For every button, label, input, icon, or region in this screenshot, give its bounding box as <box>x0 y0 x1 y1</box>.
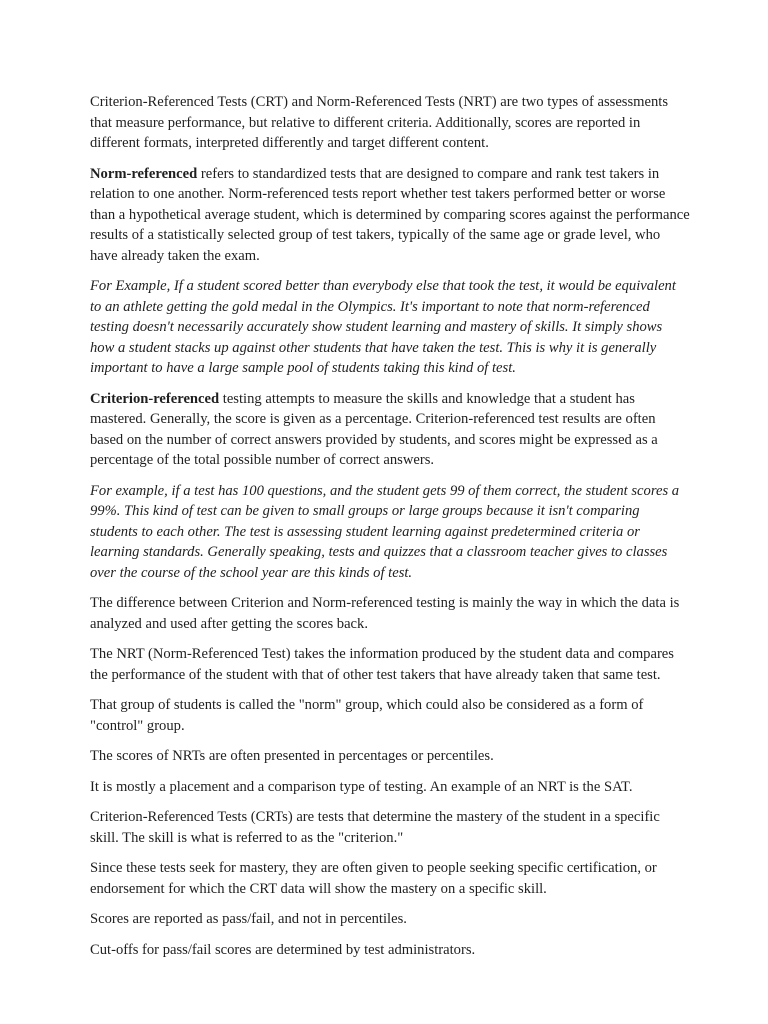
criterion-referenced-paragraph <box>90 389 690 471</box>
crt-scores-paragraph: Scores are reported as pass/fail, and not in percentiles. <box>90 911 407 927</box>
intro-paragraph: Criterion-Referenced Tests (CRT) and Norm-Referenced Tests (NRT) are two types of assessments that measure performance, but relative to different criteria. Additionally, scores are reported in different formats, interpreted differently and target different content. <box>90 94 669 151</box>
norm-referenced-term: Norm-referenced <box>90 165 198 182</box>
difference-paragraph: The difference between Criterion and Norm-referenced testing is mainly the way in which the data is analyzed and used after getting the scores back. <box>90 595 680 632</box>
document-body <box>90 92 690 970</box>
crt-cutoffs-paragraph: Cut-offs for pass/fail scores are determined by test administrators. <box>90 941 476 958</box>
nrt-description-paragraph: The NRT (Norm-Referenced Test) takes the information produced by the student data and compares the performance of the student with that of other test takers that have already taken that same test. <box>90 646 674 683</box>
crt-description-paragraph: Criterion-Referenced Tests (CRTs) are tests that determine the mastery of the student in a specific skill. The skill is what is referred to as the "criterion." <box>90 809 660 846</box>
norm-group-paragraph: That group of students is called the "norm" group, which could also be considered as a form of "control" group. <box>90 697 644 734</box>
norm-referenced-definition: refers to standardized tests that are designed to compare and rank test takers in relation to one another. Norm-referenced tests report whether test takers performed better or worse than a hypothetical average student, which is determined by comparing scores against the performance results of a statistically selected group of test takers, typically of the same age or grade level, who have already taken the exam. <box>90 165 690 264</box>
criterion-referenced-definition: testing attempts to measure the skills and knowledge that a student has mastered. Generally, the score is given as a percentage. Criterion-referenced test results are often based on the number of correct answers provided by students, and scores might be expressed as a percentage of the total possible number of correct answers. <box>90 390 658 468</box>
nrt-scores-paragraph: The scores of NRTs are often presented in percentages or percentiles. <box>90 748 494 764</box>
criterion-referenced-term: Criterion-referenced <box>90 390 220 407</box>
criterion-referenced-example: For example, if a test has 100 questions, and the student gets 99 of them correct, the student scores a 99%. This kind of test can be given to small groups or large groups because it isn't comparing students to each other. The test is assessing student learning against predetermined criteria or learning standards. Generally speaking, tests and quizzes that a classroom teacher gives to classes over the course of the school year are this kinds of test. <box>90 482 680 581</box>
norm-referenced-example: For Example, If a student scored better than everybody else that took the test, it would be equivalent to an athlete getting the gold medal in the Olympics. It's important to note that norm-referenced testing doesn't necessarily accurately show student learning and mastery of skills. It simply shows how a student stacks up against other students that have taken the test. This is why it is generally important to have a large sample pool of students taking this kind of test. <box>90 278 676 376</box>
norm-referenced-paragraph <box>90 164 690 267</box>
nrt-placement-paragraph: It is mostly a placement and a comparison type of testing. An example of an NRT is the SAT. <box>90 778 633 795</box>
crt-mastery-paragraph: Since these tests seek for mastery, they are often given to people seeking specific certification, or endorsement for which the CRT data will show the mastery on a specific skill. <box>90 860 657 897</box>
